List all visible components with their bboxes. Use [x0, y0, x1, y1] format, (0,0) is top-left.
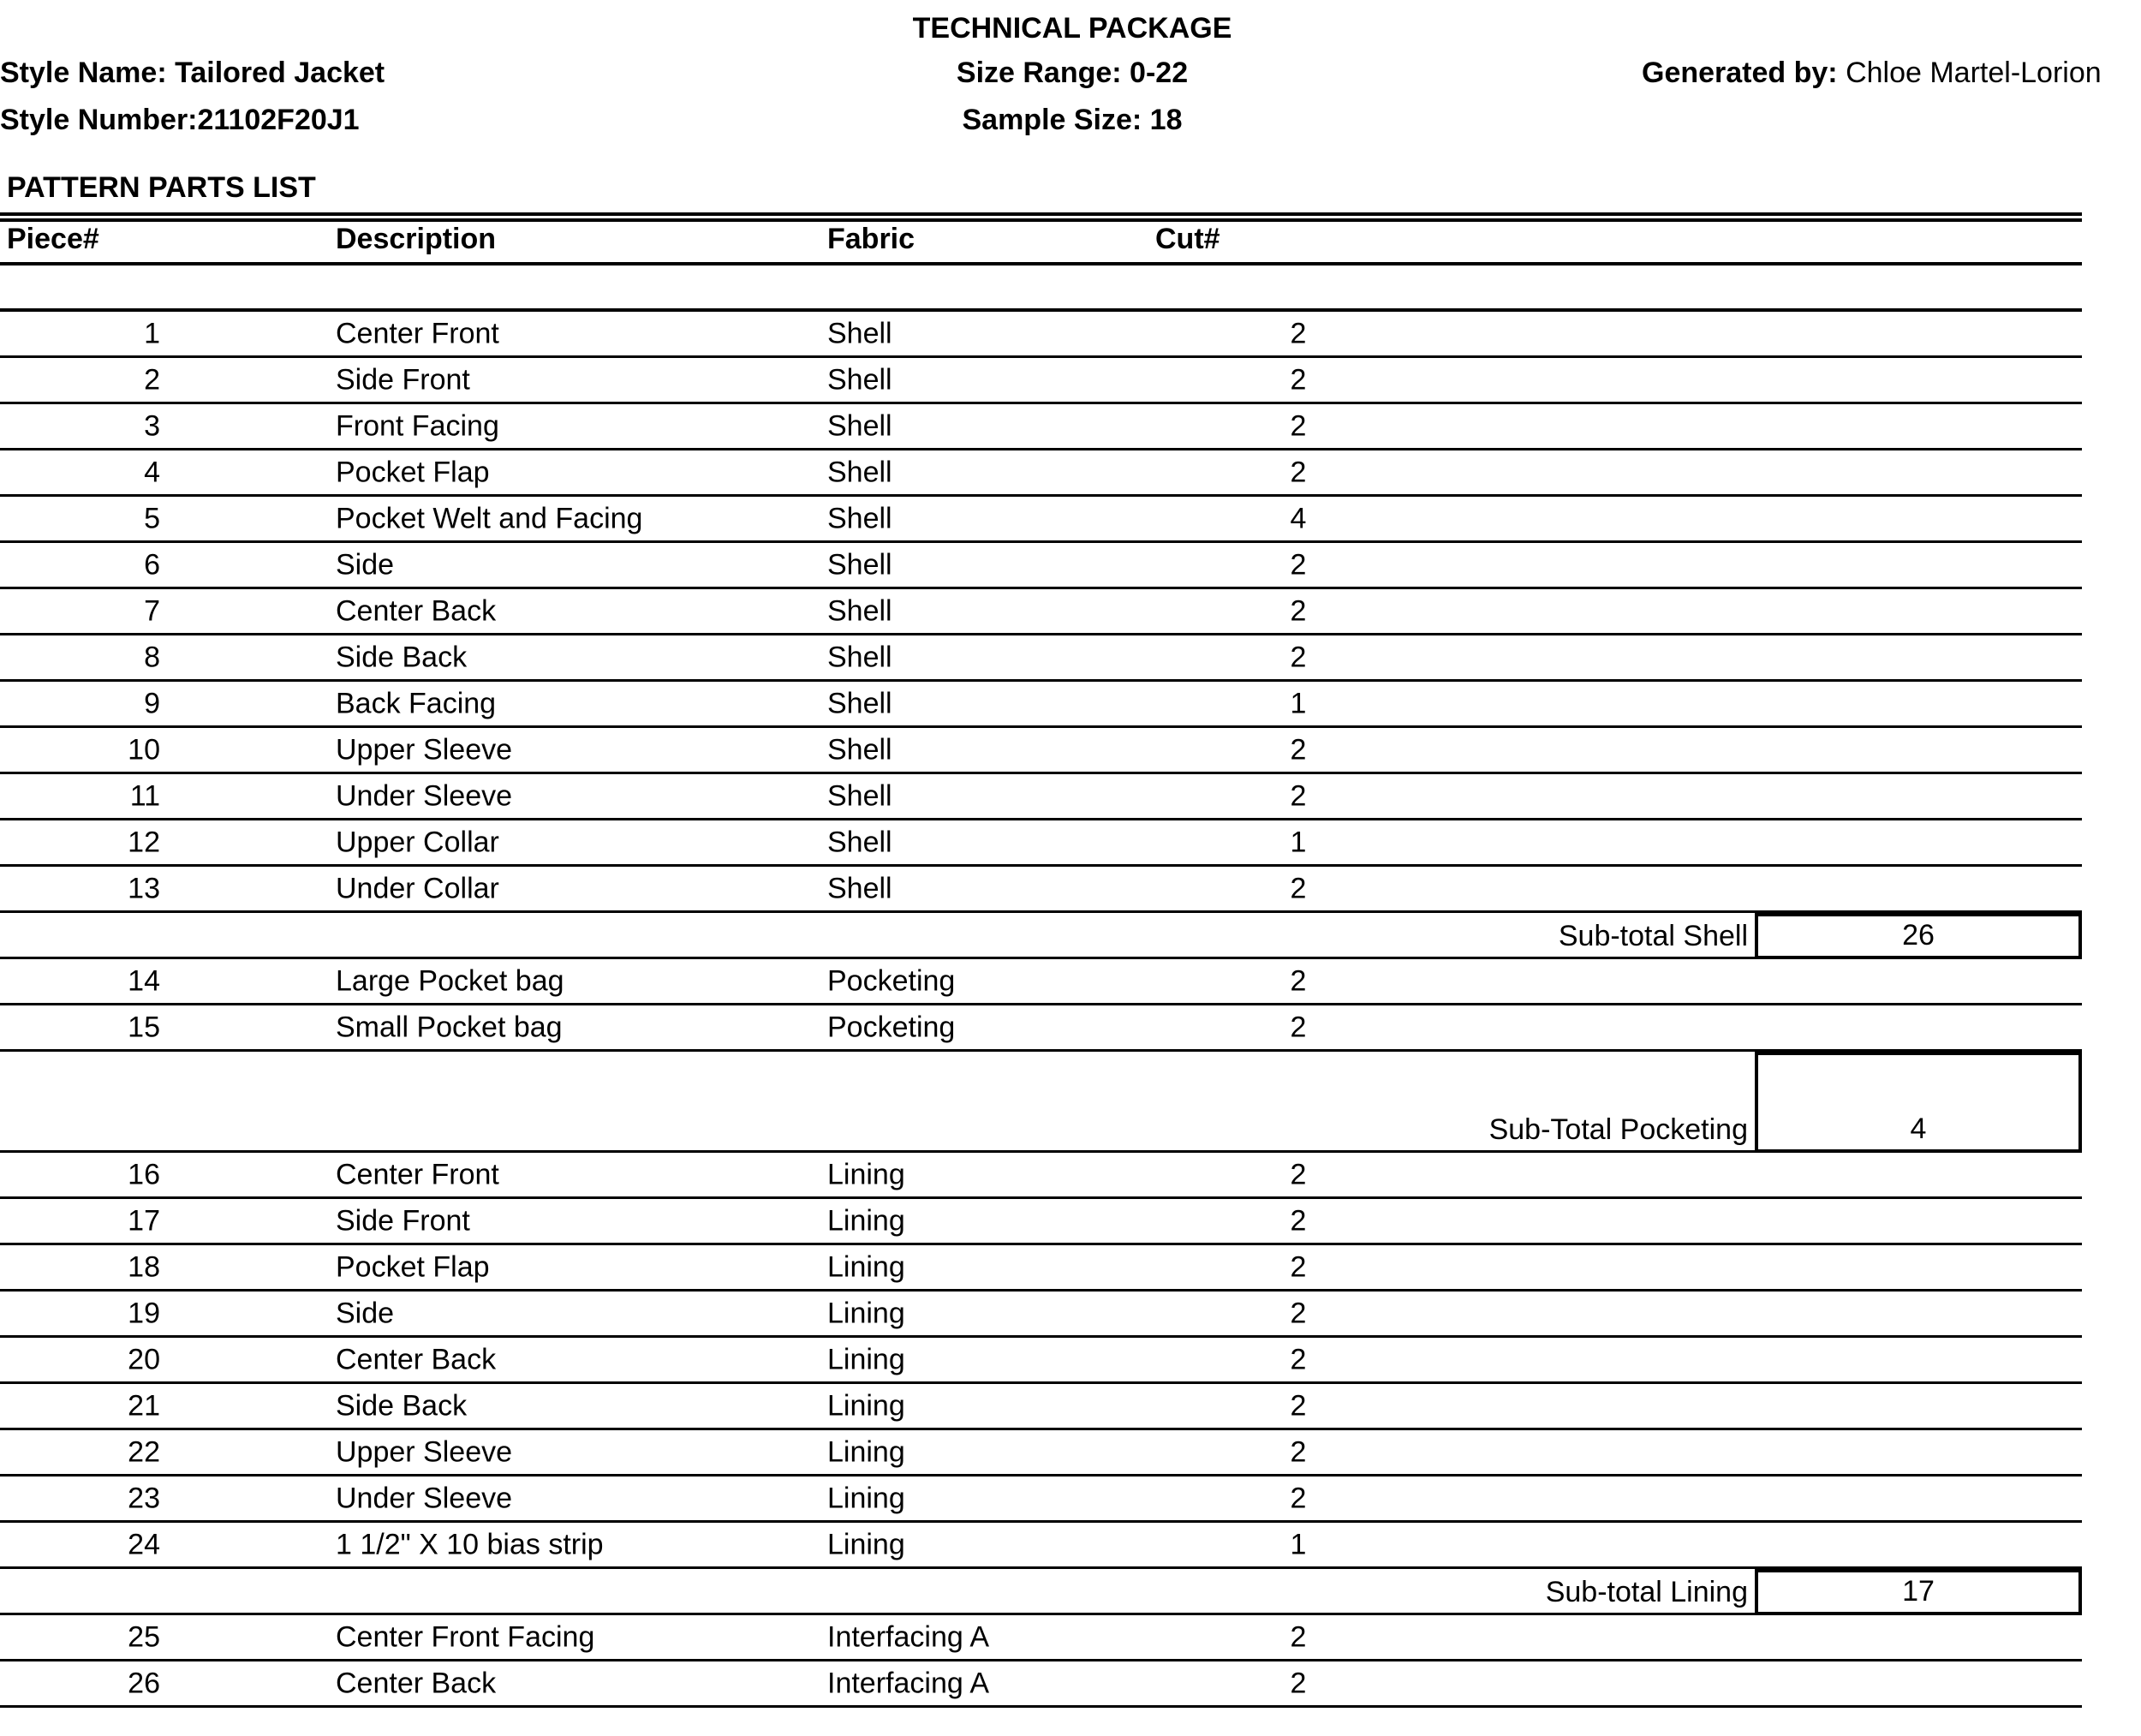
cell-cut: 2	[1290, 872, 1307, 904]
cell-fab: Lining	[827, 1389, 905, 1422]
cell-piece: 7	[144, 594, 160, 627]
cell-cut: 2	[1290, 594, 1307, 627]
cell-fab: Lining	[827, 1204, 905, 1237]
cell-desc: Upper Collar	[336, 826, 499, 858]
cell-fab: Interfacing A	[827, 1667, 990, 1699]
cell-piece: 19	[128, 1297, 160, 1329]
subtotal-box	[1755, 913, 2082, 959]
cell-desc: Side Back	[336, 1389, 468, 1422]
cell-fab: Lining	[827, 1435, 905, 1468]
cell-cut: 2	[1290, 733, 1307, 766]
cell-fab: Shell	[827, 733, 892, 766]
cell-fab: Shell	[827, 594, 892, 627]
cell-piece: 26	[128, 1667, 160, 1699]
style-number	[0, 104, 360, 137]
cell-desc: Center Back	[336, 1667, 497, 1699]
cell-desc: Large Pocket bag	[336, 964, 564, 997]
cell-desc: Pocket Flap	[336, 456, 490, 488]
table-row	[0, 1199, 2082, 1245]
cell-piece: 18	[128, 1250, 160, 1283]
cell-piece: 9	[144, 687, 160, 719]
table-row	[0, 1005, 2082, 1052]
cell-cut: 2	[1290, 964, 1307, 997]
cell-fab: Lining	[827, 1250, 905, 1283]
generated-by	[1642, 57, 2102, 90]
table-row	[0, 1430, 2082, 1476]
table-row	[0, 1153, 2082, 1199]
cell-desc: Center Back	[336, 1343, 497, 1375]
table-row	[0, 1292, 2082, 1338]
cell-piece: 3	[144, 409, 160, 442]
header-rule	[0, 262, 2082, 265]
cell-fab: Shell	[827, 779, 892, 812]
cell-piece: 22	[128, 1435, 160, 1468]
cell-desc: Upper Sleeve	[336, 733, 513, 766]
cell-desc: Upper Sleeve	[336, 1435, 513, 1468]
cell-piece: 20	[128, 1343, 160, 1375]
table-row	[0, 312, 2082, 358]
cell-cut: 2	[1290, 1204, 1307, 1237]
cell-cut: 2	[1290, 317, 1307, 349]
table-row	[0, 959, 2082, 1005]
table-row	[0, 1523, 2082, 1569]
table-row	[0, 1338, 2082, 1384]
subtotal-row	[0, 1052, 2082, 1153]
table-row	[0, 589, 2082, 635]
table-row	[0, 1661, 2082, 1708]
cell-fab: Lining	[827, 1158, 905, 1190]
cell-cut: 2	[1290, 1667, 1307, 1699]
cell-cut: 2	[1290, 1250, 1307, 1283]
cell-cut: 2	[1290, 1482, 1307, 1514]
cell-desc: Center Front Facing	[336, 1620, 595, 1653]
double-rule-bottom	[0, 218, 2082, 222]
table-row	[0, 682, 2082, 728]
col-header-fabric: Fabric	[827, 223, 915, 255]
cell-fab: Shell	[827, 826, 892, 858]
subtotal-value: 26	[1902, 919, 1935, 952]
subtotal-label: Sub-total Shell	[1558, 920, 1748, 952]
cell-desc: Small Pocket bag	[336, 1011, 563, 1043]
style-number-value: 21102F20J1	[197, 104, 360, 136]
cell-fab: Shell	[827, 687, 892, 719]
table-row	[0, 497, 2082, 543]
cell-fab: Shell	[827, 641, 892, 673]
cell-desc: Center Front	[336, 317, 499, 349]
subtotal-value: 4	[1910, 1113, 1927, 1145]
table-row	[0, 543, 2082, 589]
document-title: TECHNICAL PACKAGE	[912, 12, 1232, 45]
cell-fab: Shell	[827, 456, 892, 488]
cell-fab: Lining	[827, 1482, 905, 1514]
cell-piece: 1	[144, 317, 160, 349]
cell-piece: 25	[128, 1620, 160, 1653]
cell-fab: Lining	[827, 1297, 905, 1329]
cell-desc: Side Front	[336, 1204, 470, 1237]
cell-fab: Shell	[827, 409, 892, 442]
subtotal-label: Sub-Total Pocketing	[1488, 1113, 1748, 1146]
cell-cut: 2	[1290, 1158, 1307, 1190]
cell-fab: Shell	[827, 872, 892, 904]
style-number-label: Style Number:	[0, 104, 198, 136]
cell-desc: Center Back	[336, 594, 497, 627]
cell-cut: 2	[1290, 1389, 1307, 1422]
cell-desc: Side	[336, 548, 395, 581]
cell-cut: 1	[1290, 1528, 1307, 1560]
table-row	[0, 450, 2082, 497]
cell-desc: Under Sleeve	[336, 1482, 513, 1514]
cell-piece: 8	[144, 641, 160, 673]
cell-desc: 1 1/2" X 10 bias strip	[336, 1528, 604, 1560]
cell-piece: 6	[144, 548, 160, 581]
cell-fab: Pocketing	[827, 1011, 956, 1043]
subtotal-value: 17	[1902, 1575, 1935, 1608]
cell-fab: Shell	[827, 363, 892, 396]
cell-desc: Pocket Flap	[336, 1250, 490, 1283]
cell-desc: Back Facing	[336, 687, 497, 719]
cell-fab: Pocketing	[827, 964, 956, 997]
cell-fab: Shell	[827, 317, 892, 349]
cell-cut: 1	[1290, 687, 1307, 719]
cell-cut: 2	[1290, 1011, 1307, 1043]
cell-piece: 15	[128, 1011, 160, 1043]
cell-desc: Center Front	[336, 1158, 499, 1190]
cell-cut: 2	[1290, 409, 1307, 442]
cell-fab: Lining	[827, 1528, 905, 1560]
cell-fab: Interfacing A	[827, 1620, 990, 1653]
cell-fab: Shell	[827, 502, 892, 534]
table-row	[0, 867, 2082, 913]
col-header-piece: Piece#	[7, 223, 99, 255]
cell-desc: Front Facing	[336, 409, 499, 442]
cell-cut: 2	[1290, 548, 1307, 581]
cell-cut: 1	[1290, 826, 1307, 858]
subtotal-row	[0, 913, 2082, 959]
cell-desc: Side Back	[336, 641, 468, 673]
generated-by-label: Generated by:	[1642, 57, 1838, 89]
cell-piece: 12	[128, 826, 160, 858]
cell-cut: 2	[1290, 1620, 1307, 1653]
table-row	[0, 820, 2082, 867]
cell-cut: 2	[1290, 641, 1307, 673]
table-row	[0, 1615, 2082, 1661]
subtotal-box	[1755, 1052, 2082, 1153]
cell-piece: 21	[128, 1389, 160, 1422]
cell-desc: Under Collar	[336, 872, 499, 904]
cell-cut: 2	[1290, 363, 1307, 396]
sample-size: Sample Size: 18	[962, 104, 1183, 136]
generated-by-value: Chloe Martel-Lorion	[1846, 57, 2102, 89]
cell-piece: 13	[128, 872, 160, 904]
subtotal-row	[0, 1569, 2082, 1615]
cell-cut: 2	[1290, 1343, 1307, 1375]
table-row	[0, 728, 2082, 774]
cell-piece: 23	[128, 1482, 160, 1514]
cell-piece: 14	[128, 964, 160, 997]
cell-cut: 2	[1290, 456, 1307, 488]
cell-piece: 11	[129, 779, 160, 812]
cell-desc: Side	[336, 1297, 395, 1329]
col-header-cut: Cut#	[1155, 223, 1220, 255]
table-row	[0, 774, 2082, 820]
section-title: PATTERN PARTS LIST	[7, 171, 316, 204]
cell-piece: 17	[128, 1204, 160, 1237]
cell-desc: Under Sleeve	[336, 779, 513, 812]
style-name	[0, 57, 385, 90]
table-row	[0, 404, 2082, 450]
cell-fab: Lining	[827, 1343, 905, 1375]
cell-fab: Shell	[827, 548, 892, 581]
double-rule-top	[0, 212, 2082, 216]
cell-desc: Side Front	[336, 363, 470, 396]
cell-cut: 2	[1290, 779, 1307, 812]
cell-cut: 2	[1290, 1435, 1307, 1468]
table-row	[0, 1384, 2082, 1430]
style-name-label: Style Name:	[0, 57, 167, 89]
cell-piece: 10	[128, 733, 160, 766]
size-range: Size Range: 0-22	[956, 57, 1189, 89]
cell-piece: 24	[128, 1528, 160, 1560]
cell-piece: 16	[128, 1158, 160, 1190]
cell-piece: 2	[144, 363, 160, 396]
cell-piece: 5	[144, 502, 160, 534]
table-row	[0, 358, 2082, 404]
col-header-description: Description	[336, 223, 497, 255]
table-row	[0, 635, 2082, 682]
cell-cut: 4	[1290, 502, 1307, 534]
table-row	[0, 1245, 2082, 1292]
style-name-value: Tailored Jacket	[175, 57, 385, 89]
subtotal-box	[1755, 1569, 2082, 1615]
cell-cut: 2	[1290, 1297, 1307, 1329]
cell-desc: Pocket Welt and Facing	[336, 502, 643, 534]
cell-piece: 4	[144, 456, 160, 488]
table-row	[0, 1476, 2082, 1523]
subtotal-label: Sub-total Lining	[1545, 1576, 1748, 1608]
